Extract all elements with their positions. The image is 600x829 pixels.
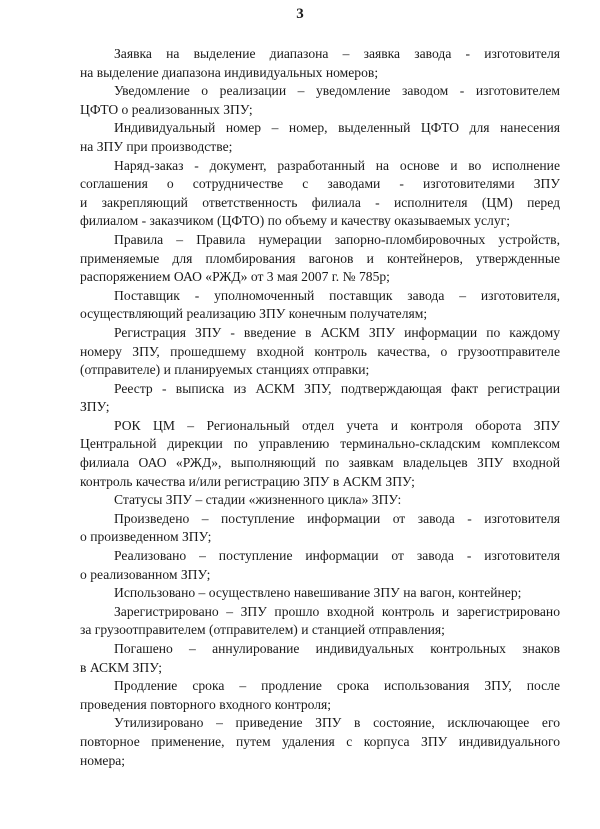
paragraph-line: Индивидуальный номер – номер, выделенный ЦФТО для нанесения [114, 120, 560, 136]
definition-paragraph [80, 677, 560, 714]
paragraph-line: номера; [80, 752, 126, 768]
definition-paragraph [80, 510, 560, 547]
paragraph-line: в АСКМ ЗПУ; [80, 659, 163, 675]
paragraph-line: Утилизировано – приведение ЗПУ в состояние, исключающее его [114, 715, 560, 731]
definition-paragraph [80, 157, 560, 231]
definition-paragraph [80, 584, 560, 603]
paragraph-line: проведения повторного входного контроля; [80, 696, 332, 712]
paragraph-line: Правила – Правила нумерации запорно-пломбировочных устройств, [114, 231, 560, 247]
definition-paragraph [80, 324, 560, 380]
definition-paragraph [80, 417, 560, 491]
paragraph-line: соглашения о сотрудничестве с заводами - изготовителями ЗПУ [80, 176, 560, 192]
paragraph-line: Наряд-заказ - документ, разработанный на основе и во исполнение [114, 157, 560, 173]
page-number: 3 [296, 6, 304, 22]
definition-paragraph [80, 82, 560, 119]
paragraph-line: Зарегистрировано – ЗПУ прошло входной контроль и зарегистрировано [114, 603, 560, 619]
definition-paragraph [80, 547, 560, 584]
paragraph-line: о произведенном ЗПУ; [80, 529, 212, 545]
paragraph-line: ЦФТО о реализованных ЗПУ; [80, 101, 253, 117]
paragraph-line: Заявка на выделение диапазона – заявка завода - изготовителя [114, 46, 560, 61]
paragraph-line: на ЗПУ при производстве; [80, 138, 233, 154]
paragraph-line: филиалом - заказчиком (ЦФТО) по объему и качеству оказываемых услуг; [80, 213, 510, 229]
paragraph-line: ЗПУ; [80, 399, 110, 415]
paragraph-line: применяемые для пломбирования вагонов и контейнеров, утвержденные [80, 250, 560, 266]
paragraph-line: Поставщик - уполномоченный поставщик завода – изготовителя, [114, 287, 560, 303]
definition-paragraph [80, 491, 560, 510]
paragraph-line: Реестр - выписка из АСКМ ЗПУ, подтверждающая факт регистрации [114, 380, 560, 396]
paragraph-line: за грузоотправителем (отправителем) и станцией отправления; [80, 622, 445, 638]
definition-paragraph [80, 287, 560, 324]
paragraph-line: распоряжением ОАО «РЖД» от 3 мая 2007 г. № 785р; [80, 269, 390, 285]
definition-paragraph [80, 119, 560, 156]
document-body [80, 45, 560, 770]
definition-paragraph [80, 380, 560, 417]
paragraph-line: осуществляющий реализацию ЗПУ конечным получателям; [80, 306, 428, 322]
paragraph-line: Продление срока – продление срока использования ЗПУ, после [114, 678, 560, 694]
paragraph-line: РОК ЦМ – Региональный отдел учета и контроля оборота ЗПУ [114, 417, 560, 433]
paragraph-line: Реализовано – поступление информации от завода - изготовителя [114, 548, 560, 564]
definition-paragraph [80, 603, 560, 640]
paragraph-line: Использовано – осуществлено навешивание ЗПУ на вагон, контейнер; [114, 585, 522, 601]
paragraph-line: (отправителе) и планируемых станциях отправки; [80, 362, 370, 378]
definition-paragraph [80, 714, 560, 770]
definition-paragraph [80, 640, 560, 677]
paragraph-line: Центральной дирекции по управлению терминально-складским комплексом [80, 436, 560, 452]
paragraph-line: контроль качества и/или регистрацию ЗПУ в АСКМ ЗПУ; [80, 473, 415, 489]
paragraph-line: Погашено – аннулирование индивидуальных контрольных знаков [114, 641, 560, 656]
paragraph-line: на выделение диапазона индивидуальных номеров; [80, 64, 379, 80]
definition-paragraph [80, 45, 560, 82]
paragraph-line: филиала ОАО «РЖД», выполняющий по заявкам владельцев ЗПУ входной [80, 455, 560, 471]
paragraph-line: повторное применение, путем удаления с корпуса ЗПУ индивидуального [80, 733, 560, 749]
paragraph-line: Регистрация ЗПУ - введение в АСКМ ЗПУ информации по каждому [114, 324, 560, 340]
paragraph-line: Произведено – поступление информации от завода - изготовителя [114, 510, 560, 526]
paragraph-line: о реализованном ЗПУ; [80, 566, 211, 582]
definition-paragraph [80, 231, 560, 287]
paragraph-line: Уведомление о реализации – уведомление заводом - изготовителем [114, 83, 560, 99]
paragraph-line: и закрепляющий ответственность филиала - исполнителя (ЦМ) перед [80, 194, 560, 210]
paragraph-line: номеру ЗПУ, прошедшему входной контроль качества, о грузоотправителе [80, 343, 560, 359]
paragraph-line: Статусы ЗПУ – стадии «жизненного цикла» ЗПУ: [114, 492, 402, 508]
